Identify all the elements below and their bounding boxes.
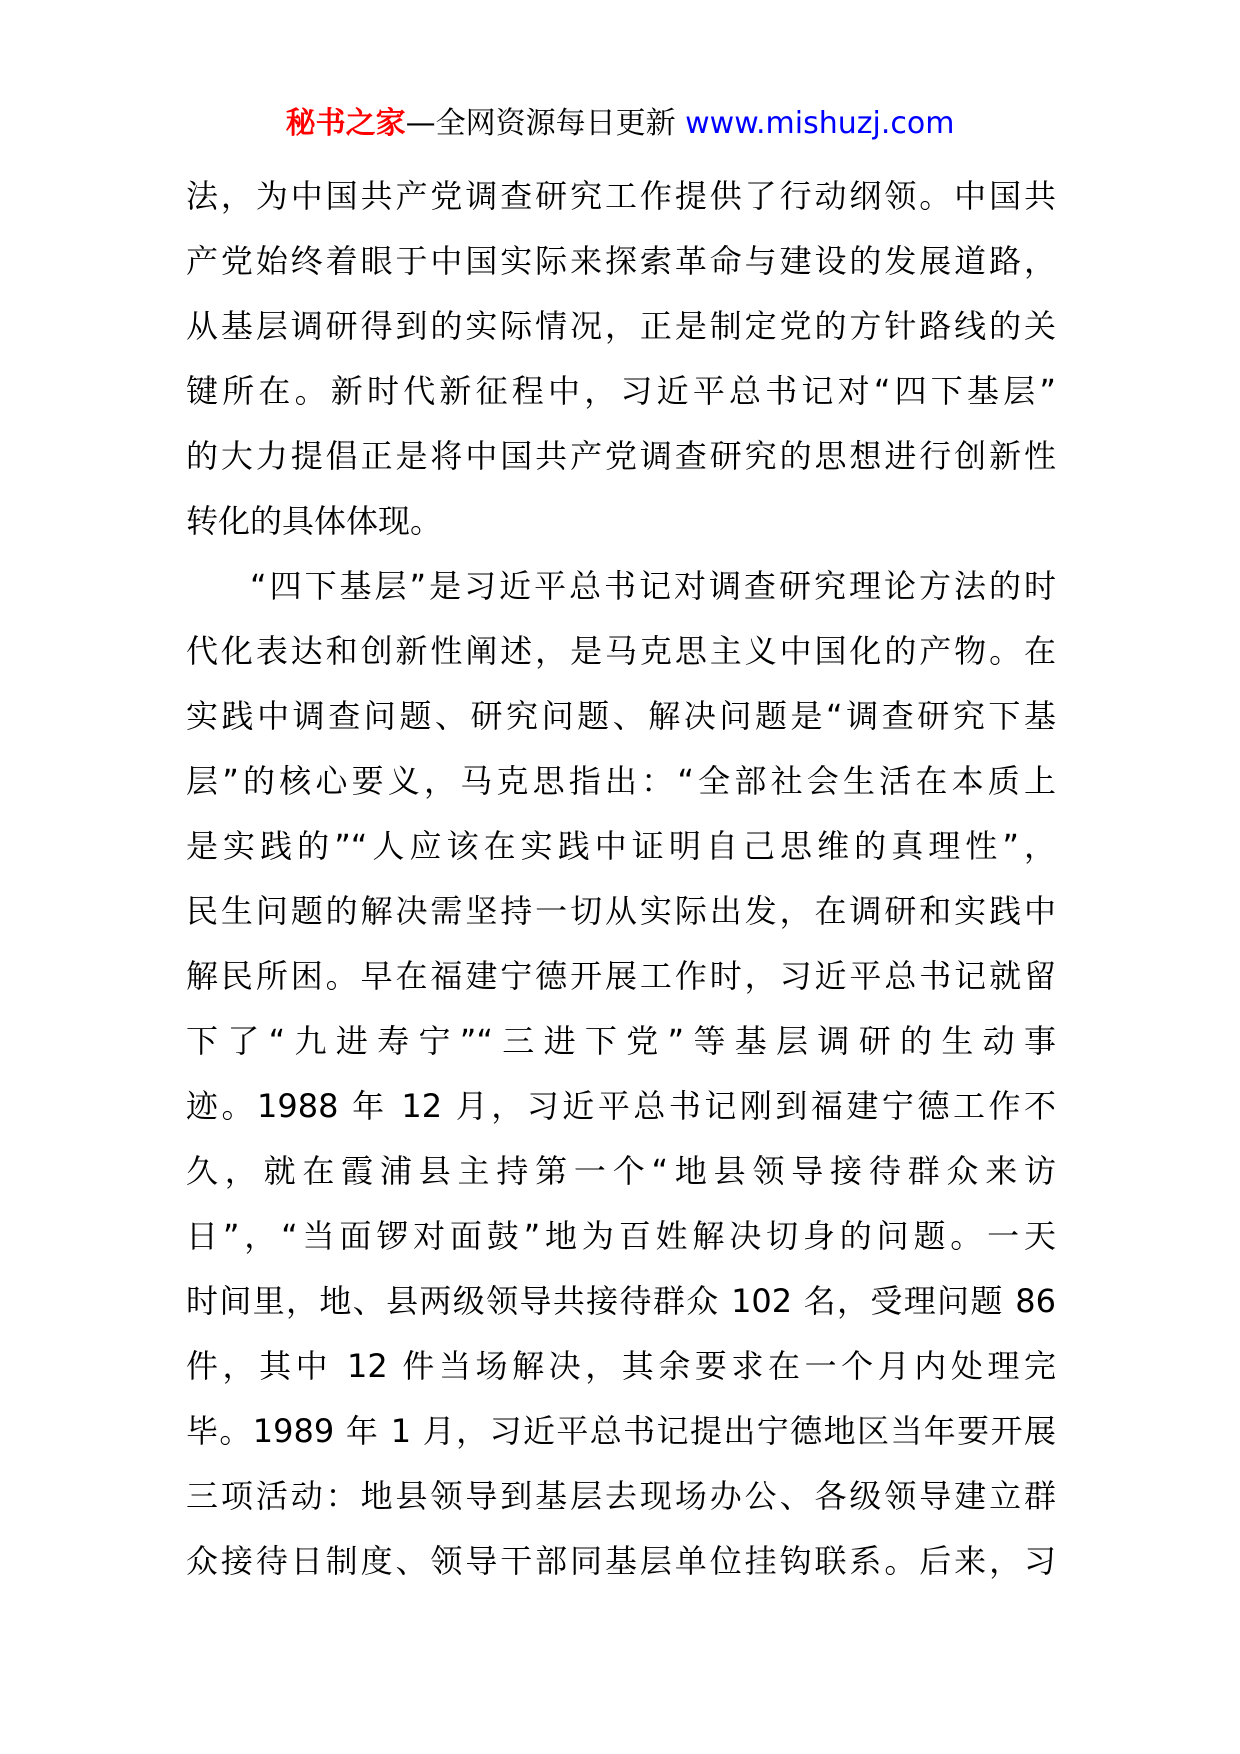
text-line: 民生问题的解决需坚持一切从实际出发，在调研和实践中	[186, 892, 1056, 930]
document-body	[186, 164, 1056, 1594]
text-line: 日”，“当面锣对面鼓”地为百姓解决切身的问题。一天	[186, 1217, 1056, 1255]
text-line: 众接待日制度、领导干部同基层单位挂钩联系。后来，习	[186, 1542, 1056, 1580]
header-brand: 秘书之家	[285, 106, 406, 141]
text-line: “四下基层”是习近平总书记对调查研究理论方法的时	[250, 567, 1056, 605]
text-line: 的大力提倡正是将中国共产党调查研究的思想进行创新性	[186, 437, 1056, 475]
text-line: 解民所困。早在福建宁德开展工作时，习近平总书记就留	[186, 957, 1056, 995]
page-header	[0, 100, 1240, 148]
text-line: 代化表达和创新性阐述，是马克思主义中国化的产物。在	[186, 632, 1056, 670]
header-url-link[interactable]: www.mishuzj.com	[685, 106, 955, 141]
text-line: 是实践的”“人应该在实践中证明自己思维的真理性”，	[186, 827, 1056, 865]
text-line: 时间里，地、县两级领导共接待群众 102 名，受理问题 86	[186, 1282, 1056, 1320]
text-line: 法，为中国共产党调查研究工作提供了行动纲领。中国共	[186, 177, 1056, 215]
text-line: 实践中调查问题、研究问题、解决问题是“调查研究下基	[186, 697, 1056, 735]
text-line: 久，就在霞浦县主持第一个“地县领导接待群众来访	[186, 1152, 1056, 1190]
text-line: 产党始终着眼于中国实际来探索革命与建设的发展道路，	[186, 242, 1056, 280]
text-line: 层”的核心要义，马克思指出：“全部社会生活在本质上	[186, 762, 1056, 800]
text-line: 迹。1988 年 12 月，习近平总书记刚到福建宁德工作不	[186, 1087, 1056, 1125]
text-line: 毕。1989 年 1 月，习近平总书记提出宁德地区当年要开展	[186, 1412, 1056, 1450]
text-line: 从基层调研得到的实际情况，正是制定党的方针路线的关	[186, 307, 1056, 345]
text-line: 下了“九进寿宁”“三进下党”等基层调研的生动事	[186, 1022, 1056, 1060]
text-line: 件，其中 12 件当场解决，其余要求在一个月内处理完	[186, 1347, 1056, 1385]
text-line: 键所在。新时代新征程中，习近平总书记对“四下基层”	[186, 372, 1056, 410]
header-tagline: —全网资源每日更新	[405, 106, 676, 141]
text-line: 三项活动：地县领导到基层去现场办公、各级领导建立群	[186, 1477, 1056, 1515]
text-line: 转化的具体体现。	[186, 502, 443, 540]
